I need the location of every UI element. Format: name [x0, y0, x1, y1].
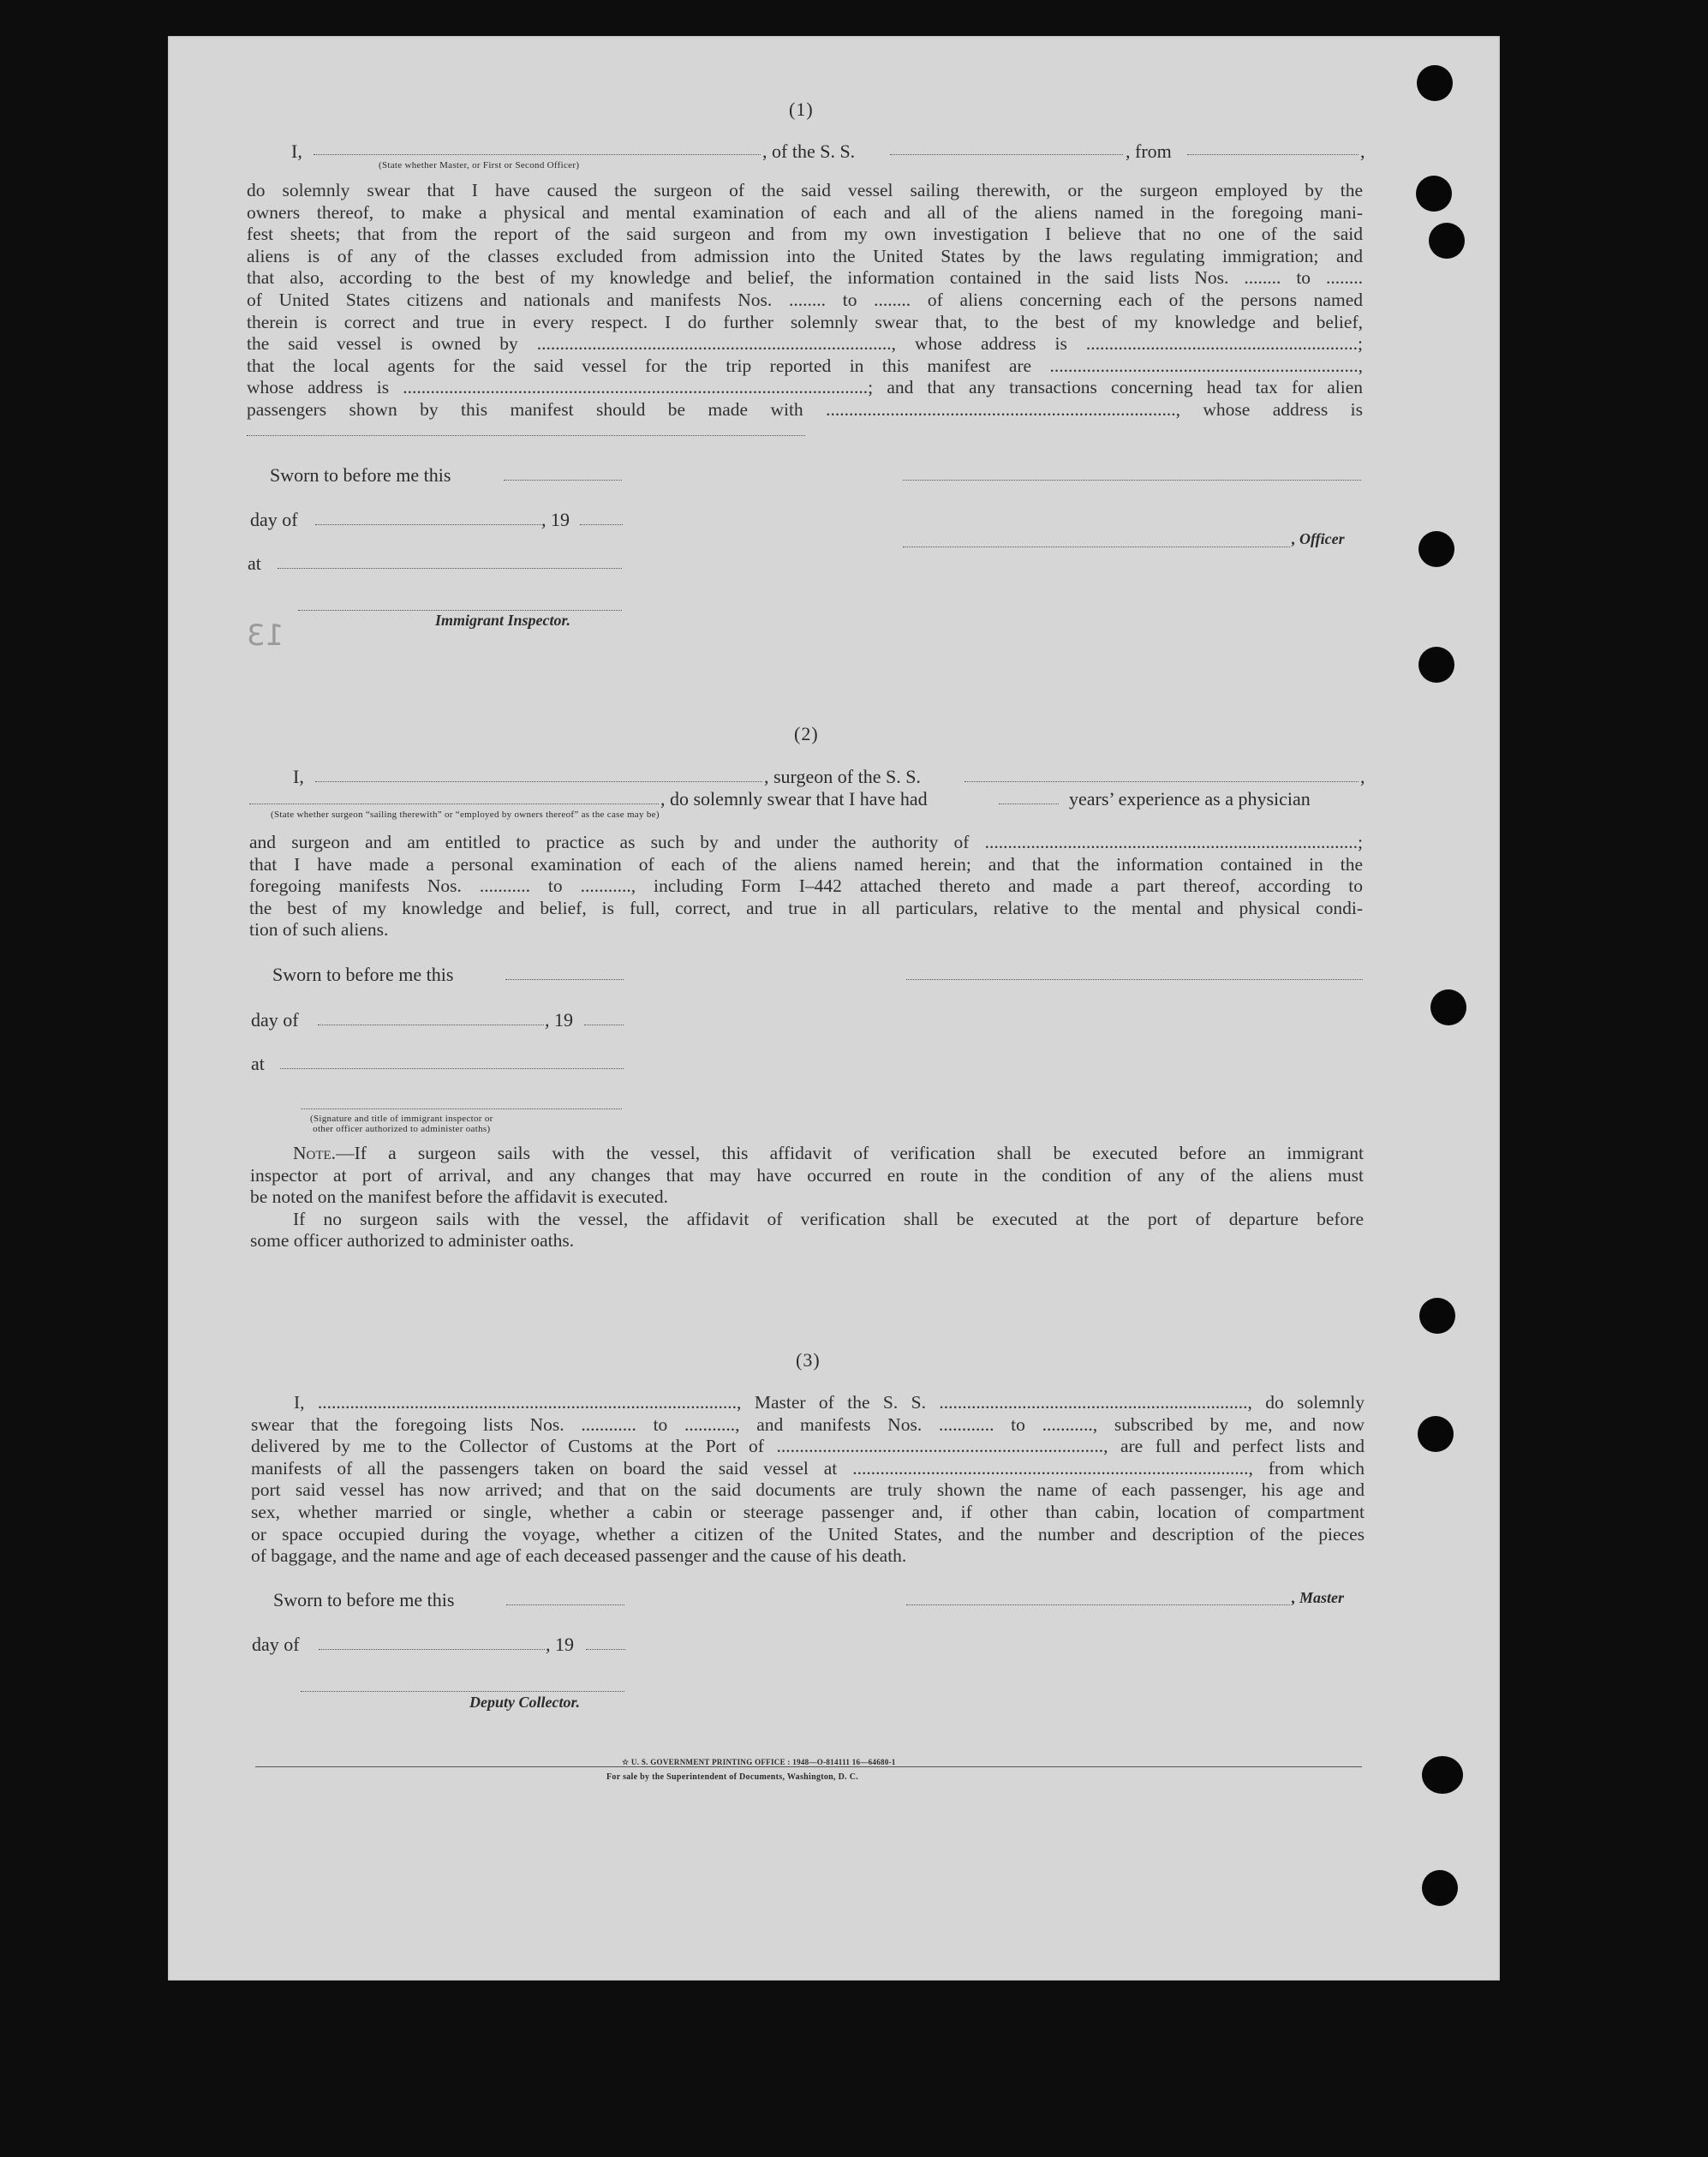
s2-at-label: at	[251, 1053, 265, 1074]
s1-from-blank	[1187, 154, 1359, 155]
s1-line-3: fest sheets; that from the report of the said surgeon and from my own investigation I believe that no one of the said	[247, 224, 1363, 245]
s3-oath-paragraph	[251, 1392, 1365, 1568]
s2-sworn-blank	[505, 979, 624, 980]
s2-line-3: foregoing manifests Nos. ........... to ..........., including Form I–442 attached thereto and made a part thereof, according to	[249, 875, 1363, 897]
s3-master-signature-blank	[906, 1604, 1290, 1605]
footer-rule	[255, 1766, 1362, 1767]
s1-nineteen-label: , 19	[541, 509, 570, 530]
s3-sworn-blank	[506, 1604, 624, 1605]
s1-from-label: , from	[1126, 140, 1172, 162]
binder-hole	[1417, 65, 1453, 101]
s3-day-of-label: day of	[252, 1634, 300, 1655]
document-page	[168, 36, 1500, 1981]
s2-note-label: Note.	[293, 1143, 337, 1163]
s1-ss-label: , of the S. S.	[762, 140, 856, 162]
s2-note2-line-1: If no surgeon sails with the vessel, the affidavit of verification shall be executed at the port of departure before	[293, 1208, 1364, 1229]
s1-line-1: do solemnly swear that I have caused the surgeon of the said vessel sailing therewith, or the surgeon employed by the	[247, 180, 1363, 200]
s1-sworn-label: Sworn to before me this	[270, 464, 451, 486]
s3-master-label: , Master	[1292, 1589, 1345, 1606]
binder-hole	[1416, 176, 1452, 212]
s3-line-3: delivered by me to the Collector of Customs at the Port of ......................................................................., are full and perfect lists and	[251, 1436, 1365, 1457]
s2-signature-caption	[310, 1114, 493, 1134]
s1-at-blank	[278, 568, 622, 569]
s3-nineteen-label: , 19	[546, 1634, 574, 1655]
s2-years-label: years’ experience as a physician	[1069, 788, 1311, 810]
s2-note2-line-2: some officer authorized to administer oaths.	[250, 1230, 575, 1252]
s2-line-4: the best of my knowledge and belief, is full, correct, and true in all particulars, relative to the mental and physical condi-	[249, 897, 1363, 918]
s2-signature-caption-line-2: other officer authorized to administer oaths)	[313, 1124, 491, 1134]
s2-nineteen-label: , 19	[545, 1009, 573, 1031]
binder-hole	[1418, 647, 1454, 683]
s2-note-line-1	[250, 1143, 1364, 1165]
s1-line-4: aliens is of any of the classes excluded from admission into the United States by the laws regulating immigration; and	[247, 245, 1363, 266]
s1-officer-label: , Officer	[1292, 530, 1345, 547]
s1-oath-paragraph	[247, 180, 1363, 421]
s1-at-label: at	[248, 553, 261, 574]
s1-officer-name-blank	[314, 154, 761, 155]
s3-line-6: sex, whether married or single, whether a cabin or steerage passenger and, if other than cabin, location of compartment	[251, 1501, 1365, 1522]
s3-line-4: manifests of all the passengers taken on board the said vessel at ......................................................................................, from which	[251, 1457, 1365, 1479]
s1-officer-caption: (State whether Master, or First or Second Officer)	[379, 160, 580, 170]
s3-collector-signature-blank	[301, 1691, 624, 1692]
s2-inspector-signature-blank	[301, 1108, 622, 1109]
pencil-mark: 13	[247, 618, 284, 653]
s2-note-line-1-text: —If a surgeon sails with the vessel, this affidavit of verification shall be executed before an immigrant	[336, 1143, 1364, 1163]
s1-line-11: passengers shown by this manifest should be made with ............................................................................, whose address is	[247, 398, 1363, 420]
s2-i-label: I,	[293, 766, 304, 787]
s1-address-blank	[247, 435, 805, 436]
binder-hole	[1418, 531, 1454, 567]
s2-line-5: tion of such aliens.	[249, 919, 389, 941]
binder-hole	[1422, 1870, 1458, 1906]
s2-surgeon-name-blank	[315, 781, 762, 782]
s3-line-5: port said vessel has now arrived; and that on the said documents are truly shown the name of each passenger, his age and	[251, 1479, 1365, 1501]
s1-line-10: whose address is .....................................................................................................; and that any transactions concerning head tax for alien	[247, 377, 1363, 398]
s1-line-2: owners thereof, to make a physical and mental examination of each and all of the aliens named in the foregoing mani-	[247, 201, 1363, 223]
s2-oath-paragraph	[249, 832, 1363, 941]
s2-line-1: and surgeon and am entitled to practice as such by and under the authority of .................................................................................;	[249, 832, 1363, 852]
s2-sworn-label: Sworn to before me this	[272, 964, 454, 985]
section-1-number: (1)	[789, 99, 814, 120]
s2-note-line-3: be noted on the manifest before the affidavit is executed.	[250, 1186, 668, 1208]
s1-inspector-signature-blank	[298, 610, 622, 611]
s1-year-blank	[580, 524, 623, 525]
s1-i-label: I,	[291, 140, 302, 162]
s2-day-of-label: day of	[251, 1009, 299, 1031]
s1-officer-signature-blank	[903, 480, 1361, 481]
binder-hole	[1429, 223, 1465, 259]
s1-day-blank	[315, 524, 541, 525]
s2-surgeon-caption: (State whether surgeon “sailing therewith” or “employed by owners thereof” as the case may be)	[271, 810, 660, 820]
s2-note-line-2: inspector at port of arrival, and any changes that may have occurred en route in the condition of any of the aliens must	[250, 1164, 1364, 1186]
s3-line-1: I, ..........................................................................................., Master of the S. S. ..................................................................., do solemnly	[294, 1392, 1365, 1413]
s3-deputy-label: Deputy Collector.	[469, 1694, 580, 1711]
s1-line-end: ,	[1360, 140, 1365, 162]
sale-notice: For sale by the Superintendent of Documents, Washington, D. C.	[606, 1772, 859, 1782]
s3-sworn-label: Sworn to before me this	[273, 1589, 455, 1610]
s2-at-blank	[280, 1068, 624, 1069]
s3-line-2: swear that the foregoing lists Nos. ............ to ..........., and manifests Nos. ............ to ..........., subscribed by me, and now	[251, 1413, 1365, 1435]
binder-hole	[1419, 1298, 1455, 1334]
s1-day-of-label: day of	[250, 509, 298, 530]
binder-hole	[1422, 1756, 1463, 1794]
s2-signature-caption-line-1: (Signature and title of immigrant inspector or	[310, 1114, 493, 1124]
s2-surgeon-signature-blank	[906, 979, 1363, 980]
s1-line-6: of United States citizens and nationals and manifests Nos. ........ to ........ of aliens concerning each of the persons named	[247, 289, 1363, 310]
s3-line-7: or space occupied during the voyage, whether a citizen of the United States, and the number and description of the pieces	[251, 1523, 1365, 1545]
s3-line-8: of baggage, and the name and age of each deceased passenger and the cause of his death.	[251, 1545, 907, 1567]
s1-ship-name-blank	[890, 154, 1123, 155]
s1-inspector-label: Immigrant Inspector.	[435, 612, 571, 629]
s1-line-7: therein is correct and true in every respect. I do further solemnly swear that, to the best of my knowledge and belief,	[247, 311, 1363, 332]
s2-surgeon-label: , surgeon of the S. S.	[764, 766, 921, 787]
s1-line-5: that also, according to the best of my knowledge and belief, the information contained in the said lists Nos. ........ to ........	[247, 267, 1363, 289]
s1-sworn-blank	[504, 480, 622, 481]
s3-day-blank	[319, 1649, 545, 1650]
s2-line-end: ,	[1360, 766, 1365, 787]
s2-line-2: that I have made a personal examination of each of the aliens named herein; and that the information contained in the	[249, 853, 1363, 875]
section-3-number: (3)	[796, 1349, 821, 1371]
s2-swear-label: , do solemnly swear that I have had	[660, 788, 928, 810]
section-2-number: (2)	[794, 723, 819, 744]
binder-hole	[1430, 989, 1466, 1025]
s2-note-paragraph	[250, 1143, 1364, 1252]
gpo-imprint: ☆ U. S. GOVERNMENT PRINTING OFFICE : 1948—O-814111 16—64680-1	[622, 1758, 896, 1766]
binder-hole	[1418, 1416, 1454, 1452]
s1-line-9: that the local agents for the said vessel for the trip reported in this manifest are ...................................................................,	[247, 355, 1363, 376]
s2-ship-name-blank	[964, 781, 1359, 782]
s3-year-blank	[586, 1649, 625, 1650]
s1-line-8: the said vessel is owned by ............................................................................., whose address is ...........................................................;	[247, 333, 1363, 355]
